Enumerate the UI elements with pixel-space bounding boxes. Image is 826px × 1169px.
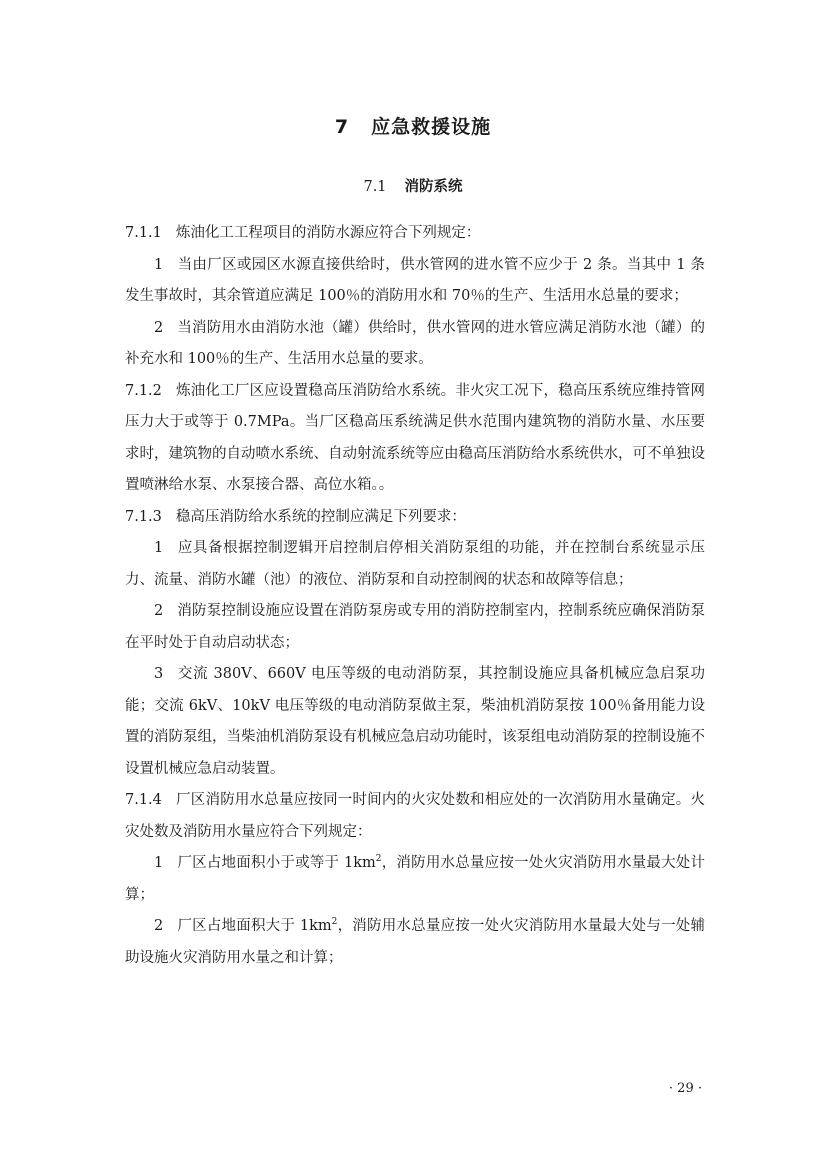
- list-item: [125, 250, 705, 313]
- clause-number: 7.1.1: [125, 225, 162, 241]
- item-text-before: 厂区占地面积大于 1km: [177, 918, 332, 934]
- item-number: 1: [154, 855, 164, 871]
- section-title-text: 消防系统: [404, 179, 463, 195]
- list-item: [125, 596, 705, 659]
- clause-text: 炼油化工厂区应设置稳高压消防给水系统。非火灾工况下，稳高压系统应维持管网压力大于或等于 0.7MPa。当厂区稳高压系统满足供水范围内建筑物的消防水量、水压要求时，建筑物的自动喷水系统、自动射流系统等应由稳高压消防给水系统供水，可不单独设置喷淋给水泵、水泵接合器、高位水箱。。: [125, 382, 705, 493]
- item-number: 3: [154, 666, 164, 682]
- clause-7-1-4: [125, 785, 705, 848]
- clause-7-1-2: [125, 376, 705, 502]
- clause-7-1-1: [125, 218, 705, 250]
- item-text-after: ，消防用水总量应按一处火灾消防用水量最大处与一处辅助设施火灾消防用水量之和计算；: [125, 918, 706, 966]
- superscript: 2: [375, 854, 382, 865]
- clause-text: 厂区消防用水总量应按同一时间内的火灾处数和相应处的一次消防用水量确定。火灾处数及消防用水量应符合下列规定：: [125, 792, 705, 840]
- item-text: 消防泵控制设施应设置在消防泵房或专用的消防控制室内，控制系统应确保消防泵在平时处于自动启动状态；: [125, 603, 705, 651]
- item-text: 当消防用水由消防水池（罐）供给时，供水管网的进水管应满足消防水池（罐）的补充水和 100％的生产、生活用水总量的要求。: [125, 319, 705, 367]
- item-number: 2: [154, 918, 164, 934]
- list-item: [125, 313, 705, 376]
- chapter-number: 7: [334, 116, 350, 138]
- list-item: [125, 659, 705, 785]
- list-item: [125, 848, 705, 911]
- clause-text: 稳高压消防给水系统的控制应满足下列要求：: [175, 508, 466, 525]
- item-text-before: 厂区占地面积小于或等于 1km: [177, 855, 376, 871]
- item-text: 交流 380V、660V 电压等级的电动消防泵，其控制设施应具备机械应急启泵功能；交流 6kV、10kV 电压等级的电动消防泵做主泵，柴油机消防泵按 100％备用能力设置的消防泵组，当柴油机消防泵设有机械应急启动功能时，该泵组电动消防泵的控制设施不设置机械应急启动装置。: [125, 666, 705, 777]
- chapter-title: [0, 112, 826, 139]
- item-number: 1: [154, 540, 164, 556]
- clause-text: 炼油化工工程项目的消防水源应符合下列规定：: [175, 225, 481, 241]
- item-text-after: ，消防用水总量应按一处火灾消防用水量最大处计算；: [125, 855, 705, 903]
- item-number: 2: [154, 603, 164, 619]
- page-number: · 29 ·: [668, 1081, 702, 1096]
- chapter-title-text: 应急救援设施: [371, 116, 492, 138]
- section-title: [0, 175, 826, 196]
- clause-7-1-3: [125, 502, 705, 534]
- superscript: 2: [331, 917, 338, 928]
- clause-number: 7.1.4: [125, 792, 162, 808]
- clause-number: 7.1.3: [125, 508, 162, 525]
- clause-number: 7.1.2: [125, 382, 162, 399]
- list-item: [125, 911, 705, 974]
- list-item: [125, 533, 705, 596]
- body-text: [125, 218, 705, 974]
- section-number: 7.1: [363, 179, 387, 195]
- item-number: 1: [154, 256, 164, 273]
- item-number: 2: [154, 319, 164, 336]
- item-text: 当由厂区或园区水源直接供给时，供水管网的进水管不应少于 2 条。当其中 1 条发生事故时，其余管道应满足 100％的消防用水和 70％的生产、生活用水总量的要求；: [125, 256, 705, 304]
- item-text: 应具备根据控制逻辑开启控制启停相关消防泵组的功能，并在控制台系统显示压力、流量、消防水罐（池）的液位、消防泵和自动控制阀的状态和故障等信息；: [125, 540, 705, 588]
